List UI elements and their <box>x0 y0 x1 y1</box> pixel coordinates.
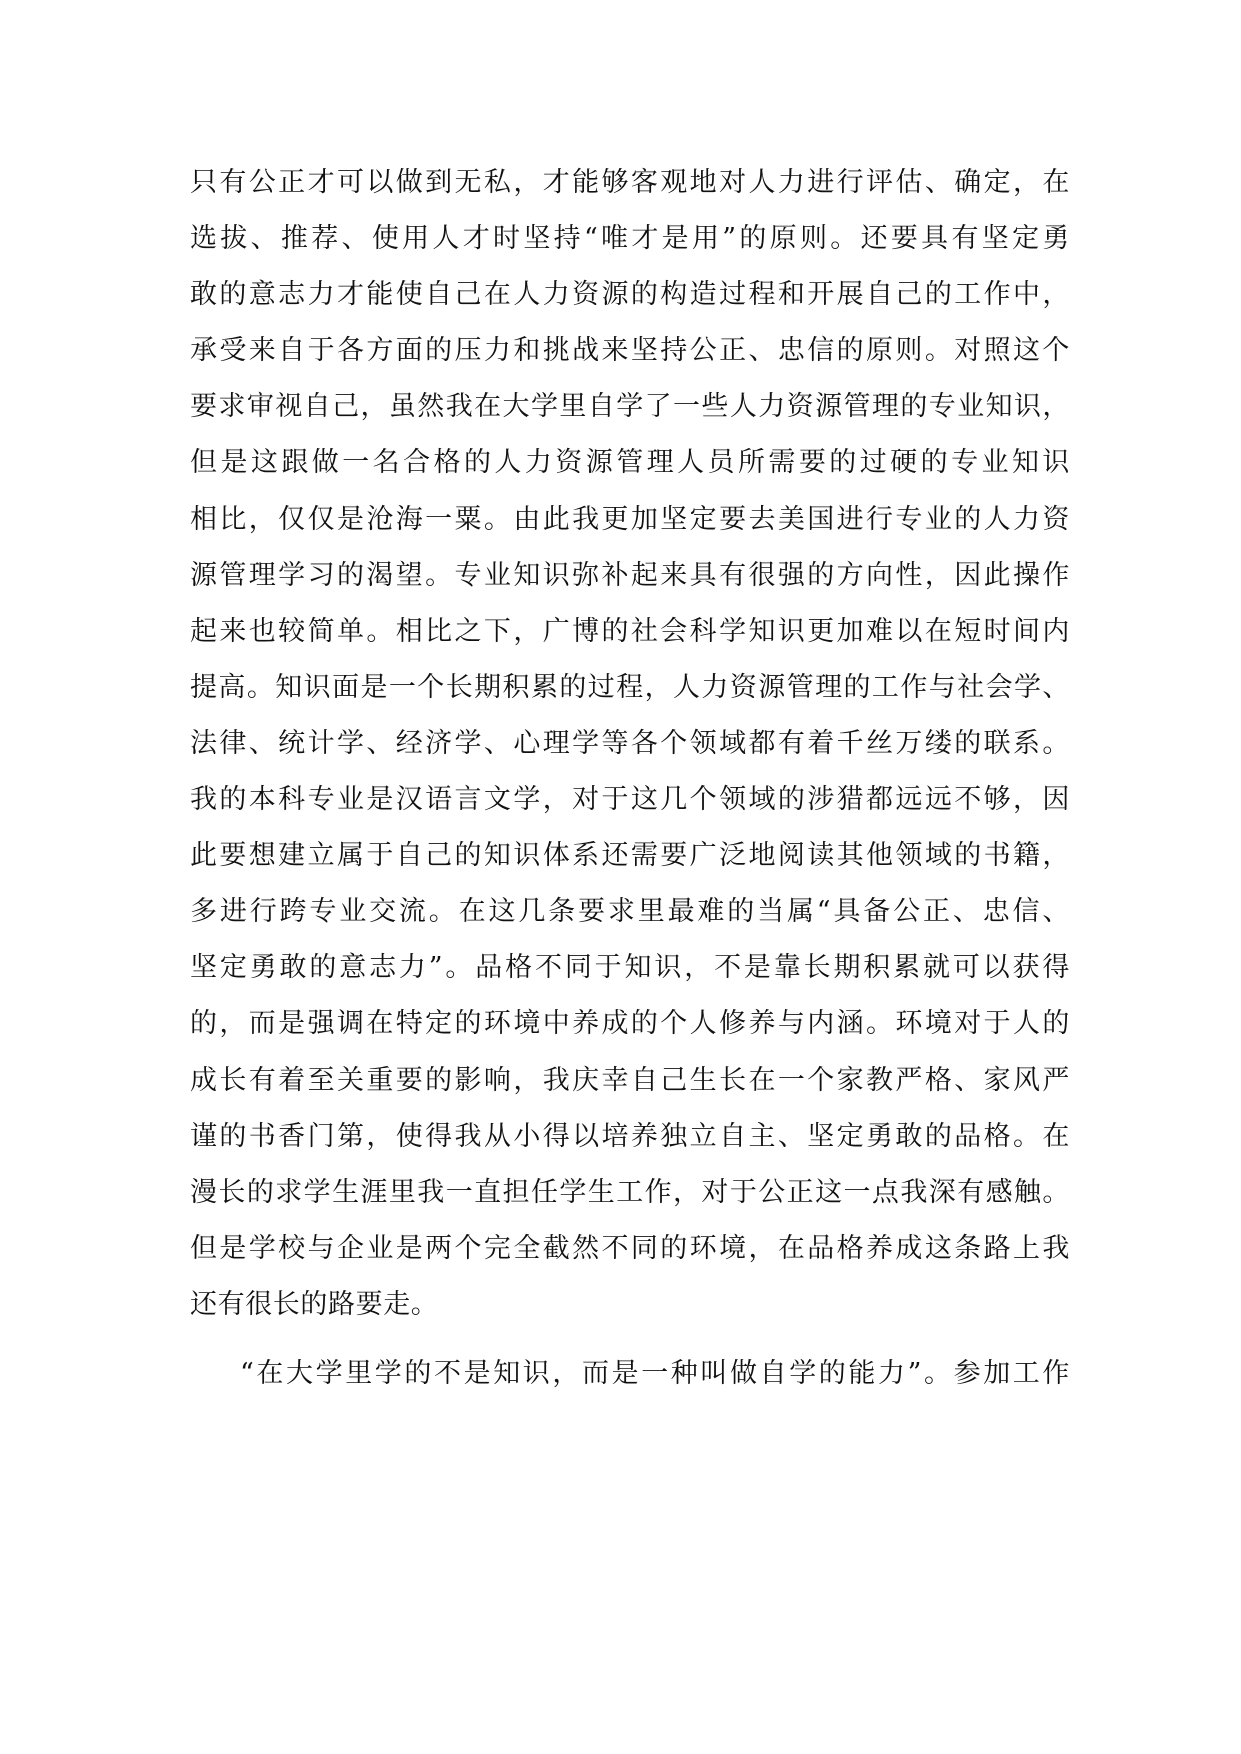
text-line: 源管理学习的渴望。专业知识弥补起来具有很强的方向性，因此操作 <box>190 559 1070 591</box>
text-line: 坚定勇敢的意志力”。品格不同于知识，不是靠长期积累就可以获得 <box>190 952 1070 984</box>
text-line: “在大学里学的不是知识，而是一种叫做自学的能力”。参加工作 <box>240 1357 1070 1389</box>
text-line: 多进行跨专业交流。在这几条要求里最难的当属“具备公正、忠信、 <box>190 896 1070 928</box>
paragraph-gap <box>190 1333 1070 1346</box>
text-line: 漫长的求学生涯里我一直担任学生工作，对于公正这一点我深有感触。 <box>190 1176 1070 1208</box>
text-line: 提高。知识面是一个长期积累的过程，人力资源管理的工作与社会学、 <box>190 671 1070 703</box>
text-line: 法律、统计学、经济学、心理学等各个领域都有着千丝万缕的联系。 <box>190 727 1070 759</box>
paragraph-2 <box>190 1346 1070 1402</box>
text-line: 要求审视自己，虽然我在大学里自学了一些人力资源管理的专业知识， <box>190 391 1070 423</box>
body-text <box>190 155 1070 1402</box>
text-line: 承受来自于各方面的压力和挑战来坚持公正、忠信的原则。对照这个 <box>190 335 1070 367</box>
text-line: 起来也较简单。相比之下，广博的社会科学知识更加难以在短时间内 <box>190 615 1070 647</box>
text-line: 我的本科专业是汉语言文学，对于这几个领域的涉猎都远远不够，因 <box>190 784 1070 816</box>
text-line: 还有很长的路要走。 <box>190 1288 439 1320</box>
text-line: 此要想建立属于自己的知识体系还需要广泛地阅读其他领域的书籍， <box>190 840 1070 872</box>
text-line: 只有公正才可以做到无私，才能够客观地对人力进行评估、确定，在 <box>190 167 1070 198</box>
text-line: 成长有着至关重要的影响，我庆幸自己生长在一个家教严格、家风严 <box>190 1064 1070 1096</box>
paragraph-1 <box>190 155 1070 1333</box>
text-line: 选拔、推荐、使用人才时坚持“唯才是用”的原则。还要具有坚定勇 <box>190 223 1070 255</box>
text-line: 的，而是强调在特定的环境中养成的个人修养与内涵。环境对于人的 <box>190 1008 1070 1040</box>
text-line: 谨的书香门第，使得我从小得以培养独立自主、坚定勇敢的品格。在 <box>190 1120 1070 1152</box>
text-line: 敢的意志力才能使自己在人力资源的构造过程和开展自己的工作中， <box>190 279 1070 311</box>
text-line: 但是这跟做一名合格的人力资源管理人员所需要的过硬的专业知识 <box>190 447 1070 479</box>
text-line: 相比，仅仅是沧海一粟。由此我更加坚定要去美国进行专业的人力资 <box>190 503 1070 535</box>
text-line: 但是学校与企业是两个完全截然不同的环境，在品格养成这条路上我 <box>190 1232 1070 1264</box>
